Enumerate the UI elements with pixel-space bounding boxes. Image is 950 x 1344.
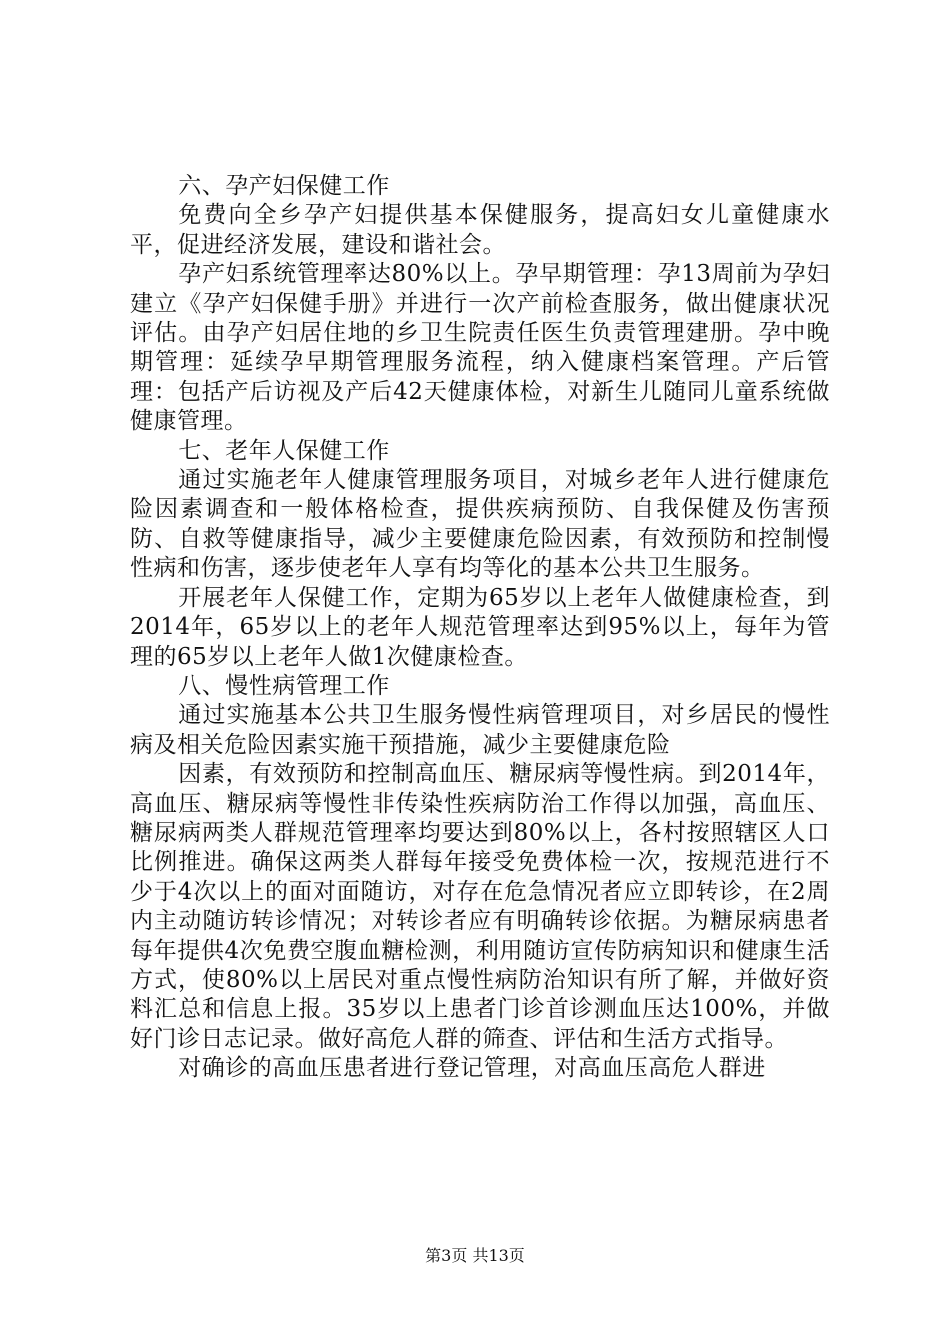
paragraph: 对确诊的高血压患者进行登记管理，对高血压高危人群进 xyxy=(178,1055,766,1082)
section-heading-chronic-disease: 八、慢性病管理工作 xyxy=(178,672,390,699)
paragraph: 孕产妇系统管理率达80%以上。孕早期管理：孕13周前为孕妇建立《孕产妇保健手册》并进行一次产前检查服务，做出健康状况评估。由孕产妇居住地的乡卫生院责任医生负责管理建册。孕中晚期管理：延续孕早期管理服务流程，纳入健康档案管理。产后管理：包括产后访视及产后42天健康体检，对新生儿随同儿童系统做健康管理。 xyxy=(130,261,830,435)
paragraph: 开展老年人保健工作，定期为65岁以上老年人做健康检查，到2014年，65岁以上的老年人规范管理率达到95%以上，每年为管理的65岁以上老年人做1次健康检查。 xyxy=(130,584,830,670)
paragraph: 因素，有效预防和控制高血压、糖尿病等慢性病。到2014年，高血压、糖尿病等慢性非传染性疾病防治工作得以加强，高血压、糖尿病两类人群规范管理率均要达到80%以上，各村按照辖区人口比例推进。确保这两类人群每年接受免费体检一次，按规范进行不少于4次以上的面对面随访，对存在危急情况者应立即转诊，在2周内主动随访转诊情况；对转诊者应有明确转诊依据。为糖尿病患者每年提供4次免费空腹血糖检测，利用随访宣传防病知识和健康生活方式，使80%以上居民对重点慢性病防治知识有所了解，并做好资料汇总和信息上报。35岁以上患者门诊首诊测血压达100%，并做好门诊日志记录。做好高危人群的筛查、评估和生活方式指导。 xyxy=(130,761,830,1052)
page-footer xyxy=(0,1243,950,1266)
section-heading-maternal-health: 六、孕产妇保健工作 xyxy=(178,173,390,199)
document-body xyxy=(130,172,830,1084)
paragraph: 通过实施老年人健康管理服务项目，对城乡老年人进行健康危险因素调查和一般体格检查，提供疾病预防、自我保健及伤害预防、自救等健康指导，减少主要健康危险因素，有效预防和控制慢性病和伤害，逐步使老年人享有均等化的基本公共卫生服务。 xyxy=(130,467,830,582)
paragraph: 通过实施基本公共卫生服务慢性病管理项目，对乡居民的慢性病及相关危险因素实施干预措施，减少主要健康危险 xyxy=(130,702,830,758)
paragraph: 免费向全乡孕产妇提供基本保健服务，提高妇女儿童健康水平，促进经济发展，建设和谐社会。 xyxy=(130,202,830,258)
section-heading-elderly-health: 七、老年人保健工作 xyxy=(178,437,390,464)
page-number: 第3页 共13页 xyxy=(425,1246,525,1265)
